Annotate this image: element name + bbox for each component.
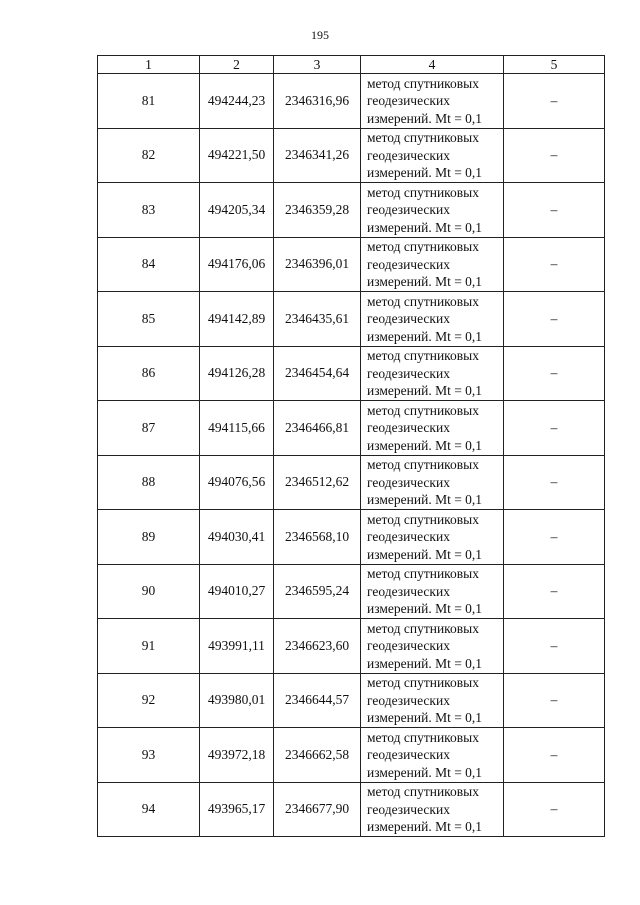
x-coordinate-cell: 493980,01 — [200, 673, 274, 728]
x-coordinate-cell: 494205,34 — [200, 183, 274, 238]
method-text-line: метод спутниковых — [367, 184, 479, 200]
point-number-cell: 90 — [98, 564, 200, 619]
point-number-cell: 82 — [98, 128, 200, 183]
point-number-cell: 89 — [98, 510, 200, 565]
method-text-line: измерений. Mt = 0,1 — [367, 710, 483, 725]
x-coordinate-cell: 494030,41 — [200, 510, 274, 565]
point-number-cell: 84 — [98, 237, 200, 292]
method-text-line: метод спутниковых — [367, 566, 479, 581]
y-coordinate-cell: 2346512,62 — [274, 455, 361, 510]
method-text-line: геодезических — [367, 474, 450, 490]
y-coordinate-cell: 2346341,26 — [274, 128, 361, 183]
method-text-line: метод спутниковых — [367, 457, 479, 472]
y-coordinate-cell: 2346316,96 — [274, 74, 361, 129]
method-cell — [361, 510, 504, 565]
method-cell — [361, 455, 504, 510]
method-text-line: геодезических — [367, 747, 450, 762]
method-text-line: измерений. Mt = 0,1 — [367, 819, 483, 834]
table-row — [98, 673, 605, 728]
method-text-line: измерений. Mt = 0,1 — [367, 655, 483, 671]
x-coordinate-cell: 493965,17 — [200, 782, 274, 837]
page-number: 195 — [311, 28, 329, 42]
method-cell — [361, 183, 504, 238]
method-text-line: метод спутниковых — [367, 675, 479, 690]
method-cell — [361, 346, 504, 401]
y-coordinate-cell: 2346454,64 — [274, 346, 361, 401]
note-cell: – — [504, 619, 605, 674]
point-number-cell: 83 — [98, 183, 200, 238]
method-cell — [361, 728, 504, 783]
method-text-line: измерений. Mt = 0,1 — [367, 437, 483, 453]
table-row — [98, 292, 605, 347]
point-number-cell: 85 — [98, 292, 200, 347]
method-cell — [361, 74, 504, 129]
method-cell — [361, 401, 504, 456]
header-col-3: 3 — [274, 56, 361, 74]
table-row — [98, 782, 605, 837]
y-coordinate-cell: 2346396,01 — [274, 237, 361, 292]
method-text-line: геодезических — [367, 256, 450, 272]
y-coordinate-cell: 2346623,60 — [274, 619, 361, 674]
x-coordinate-cell: 494076,56 — [200, 455, 274, 510]
method-text-line: метод спутниковых — [367, 729, 479, 745]
table-row — [98, 237, 605, 292]
y-coordinate-cell: 2346662,58 — [274, 728, 361, 783]
method-text-line: измерений. Mt = 0,1 — [367, 110, 483, 126]
table-row — [98, 619, 605, 674]
method-text-line: геодезических — [367, 311, 450, 326]
point-number-cell: 92 — [98, 673, 200, 728]
method-text-line: измерений. Mt = 0,1 — [367, 274, 483, 289]
method-text-line: геодезических — [367, 529, 450, 544]
method-text-line: измерений. Mt = 0,1 — [367, 165, 483, 180]
method-text-line: измерений. Mt = 0,1 — [367, 492, 483, 507]
note-cell: – — [504, 237, 605, 292]
note-cell: – — [504, 673, 605, 728]
method-cell — [361, 564, 504, 619]
table-body — [98, 74, 605, 837]
point-number-cell: 94 — [98, 782, 200, 837]
method-text-line: геодезических — [367, 93, 450, 108]
note-cell: – — [504, 401, 605, 456]
y-coordinate-cell: 2346677,90 — [274, 782, 361, 837]
table-row — [98, 74, 605, 129]
method-text-line: геодезических — [367, 692, 450, 708]
header-col-4: 4 — [361, 56, 504, 74]
y-coordinate-cell: 2346359,28 — [274, 183, 361, 238]
x-coordinate-cell: 494126,28 — [200, 346, 274, 401]
method-cell — [361, 673, 504, 728]
x-coordinate-cell: 494010,27 — [200, 564, 274, 619]
note-cell: – — [504, 183, 605, 238]
x-coordinate-cell: 494176,06 — [200, 237, 274, 292]
note-cell: – — [504, 782, 605, 837]
table-row — [98, 401, 605, 456]
x-coordinate-cell: 493991,11 — [200, 619, 274, 674]
method-text-line: метод спутниковых — [367, 293, 479, 309]
point-number-cell: 81 — [98, 74, 200, 129]
method-text-line: геодезических — [367, 420, 450, 435]
method-text-line: геодезических — [367, 365, 450, 381]
point-number-cell: 88 — [98, 455, 200, 510]
y-coordinate-cell: 2346644,57 — [274, 673, 361, 728]
note-cell: – — [504, 346, 605, 401]
point-number-cell: 87 — [98, 401, 200, 456]
method-text-line: геодезических — [367, 638, 450, 653]
method-text-line: измерений. Mt = 0,1 — [367, 601, 483, 616]
table-row — [98, 183, 605, 238]
note-cell: – — [504, 510, 605, 565]
method-text-line: метод спутниковых — [367, 75, 479, 91]
method-cell — [361, 128, 504, 183]
method-text-line: метод спутниковых — [367, 511, 479, 527]
method-text-line: измерений. Mt = 0,1 — [367, 383, 483, 398]
method-text-line: измерений. Mt = 0,1 — [367, 219, 483, 235]
point-number-cell: 86 — [98, 346, 200, 401]
method-cell — [361, 292, 504, 347]
method-text-line: измерений. Mt = 0,1 — [367, 764, 483, 780]
note-cell: – — [504, 74, 605, 129]
method-text-line: метод спутниковых — [367, 239, 479, 254]
point-number-cell: 93 — [98, 728, 200, 783]
x-coordinate-cell: 493972,18 — [200, 728, 274, 783]
note-cell: – — [504, 455, 605, 510]
table-header-row — [98, 56, 605, 74]
header-col-2: 2 — [200, 56, 274, 74]
table-row — [98, 564, 605, 619]
method-text-line: геодезических — [367, 583, 450, 599]
note-cell: – — [504, 564, 605, 619]
method-text-line: метод спутниковых — [367, 620, 479, 636]
y-coordinate-cell: 2346466,81 — [274, 401, 361, 456]
method-text-line: геодезических — [367, 147, 450, 163]
header-col-5: 5 — [504, 56, 605, 74]
method-cell — [361, 237, 504, 292]
table-row — [98, 510, 605, 565]
method-text-line: измерений. Mt = 0,1 — [367, 546, 483, 562]
table-row — [98, 728, 605, 783]
table-row — [98, 346, 605, 401]
method-cell — [361, 619, 504, 674]
note-cell: – — [504, 728, 605, 783]
table-row — [98, 455, 605, 510]
point-number-cell: 91 — [98, 619, 200, 674]
method-text-line: метод спутниковых — [367, 402, 479, 418]
y-coordinate-cell: 2346435,61 — [274, 292, 361, 347]
method-text-line: метод спутниковых — [367, 130, 479, 145]
y-coordinate-cell: 2346568,10 — [274, 510, 361, 565]
method-cell — [361, 782, 504, 837]
x-coordinate-cell: 494142,89 — [200, 292, 274, 347]
method-text-line: метод спутниковых — [367, 784, 479, 799]
coordinates-table — [97, 55, 605, 837]
table-row — [98, 128, 605, 183]
x-coordinate-cell: 494244,23 — [200, 74, 274, 129]
method-text-line: геодезических — [367, 202, 450, 217]
method-text-line: измерений. Mt = 0,1 — [367, 328, 483, 344]
method-text-line: метод спутниковых — [367, 348, 479, 363]
method-text-line: геодезических — [367, 801, 450, 817]
header-col-1: 1 — [98, 56, 200, 74]
x-coordinate-cell: 494115,66 — [200, 401, 274, 456]
x-coordinate-cell: 494221,50 — [200, 128, 274, 183]
note-cell: – — [504, 128, 605, 183]
note-cell: – — [504, 292, 605, 347]
y-coordinate-cell: 2346595,24 — [274, 564, 361, 619]
